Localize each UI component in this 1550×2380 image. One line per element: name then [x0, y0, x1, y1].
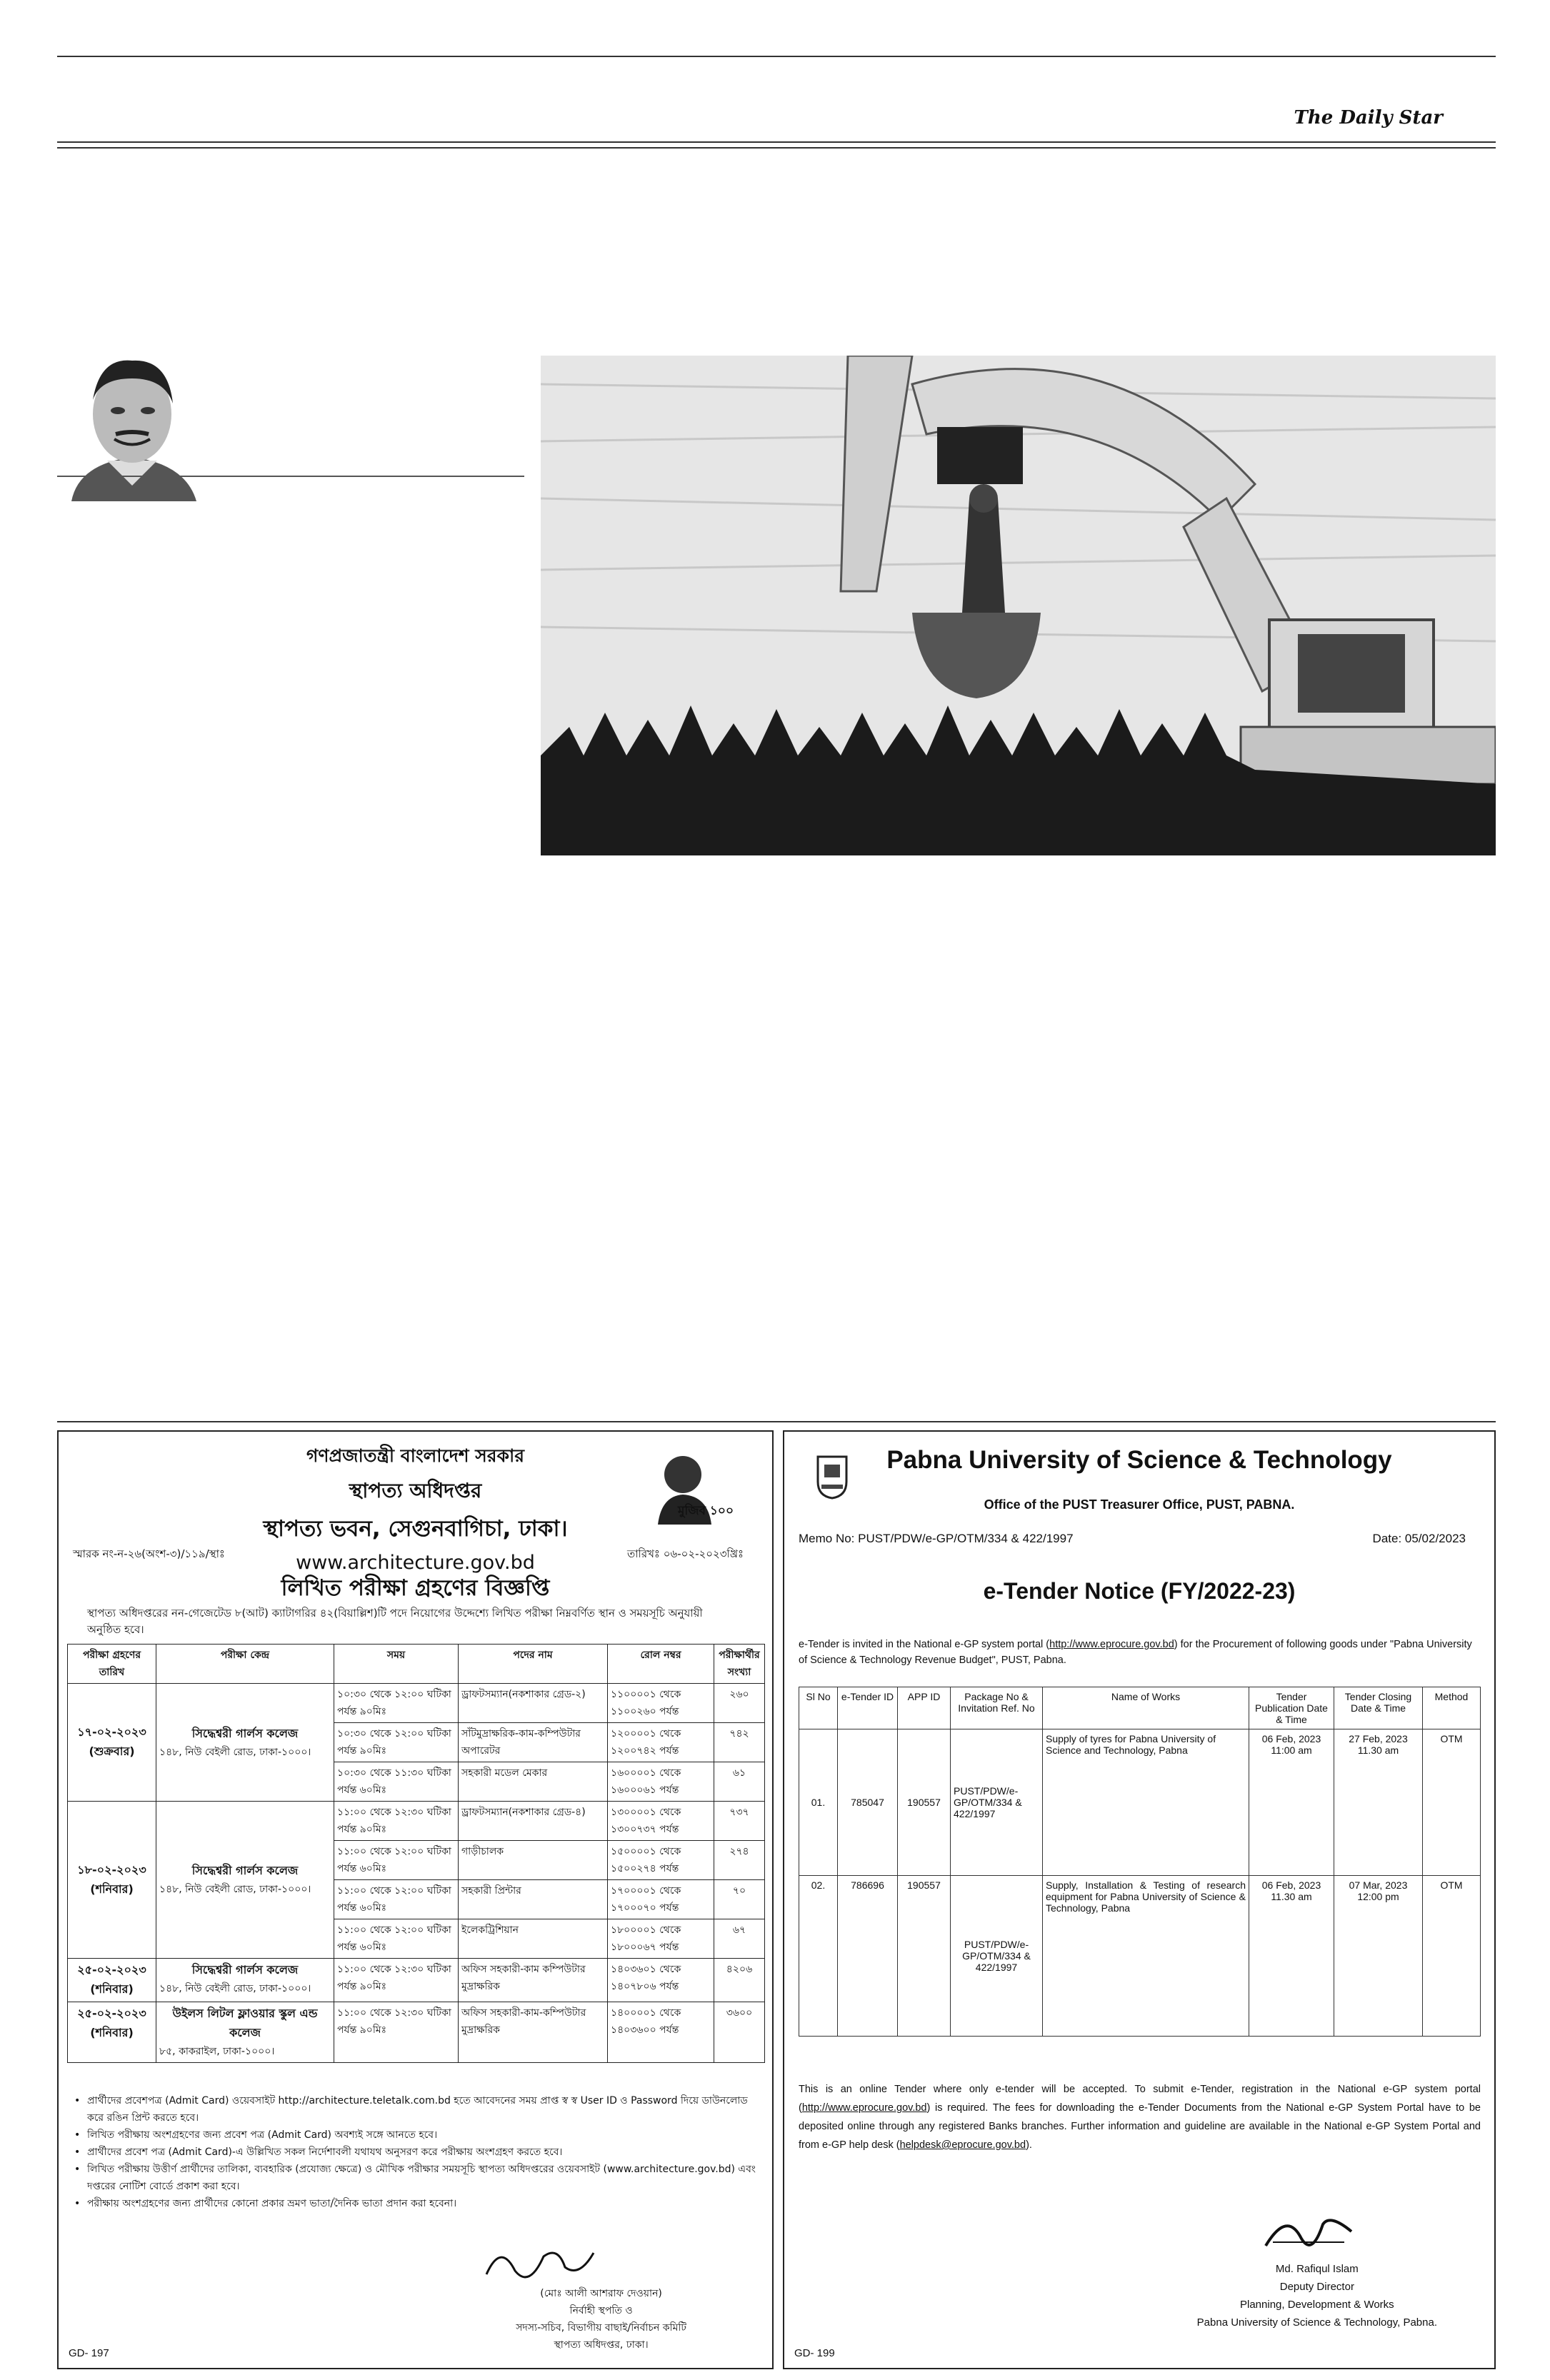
table-row [799, 1729, 1481, 1876]
table-row [68, 1802, 765, 1841]
exam-time: ১১:০০ থেকে ১২:৩০ ঘটিকা পর্যন্ত ৯০মিঃ [334, 1959, 459, 2002]
exam-roll: ১৪০৩৬০১ থেকে ১৪০৭৮০৬ পর্যন্ত [608, 1959, 714, 2002]
exam-center-address: ১৪৮, নিউ বেইলী রোড, ঢাকা-১০০০। [159, 1884, 311, 1895]
row-tender-id: 786696 [838, 1876, 898, 2037]
signatory-title: Deputy Director [1279, 2281, 1354, 2293]
col-tender-id: e-Tender ID [838, 1687, 898, 1729]
exam-count: ৬১ [714, 1762, 765, 1802]
exam-time: ১১:০০ থেকে ১২:০০ ঘটিকা পর্যন্ত ৬০মিঃ [334, 1919, 459, 1959]
exam-post: গাড়ীচালক [459, 1841, 608, 1880]
exam-time: ১১:০০ থেকে ১২:৩০ ঘটিকা পর্যন্ত ৯০মিঃ [334, 1802, 459, 1841]
exam-post: ইলেকট্রিশিয়ান [459, 1919, 608, 1959]
exam-roll: ১৭০০০০১ থেকে ১৭০০০৭০ পর্যন্ত [608, 1880, 714, 1919]
exam-post: ড্রাফটসম্যান(নকশাকার গ্রেড-৪) [459, 1802, 608, 1841]
exam-time: ১১:০০ থেকে ১২:০০ ঘটিকা পর্যন্ত ৬০মিঃ [334, 1880, 459, 1919]
helpdesk-email[interactable]: helpdesk@eprocure.gov.bd [899, 2139, 1026, 2151]
exam-time: ১১:০০ থেকে ১২:৩০ ঘটিকা পর্যন্ত ৯০মিঃ [334, 2002, 459, 2063]
exam-schedule-table [67, 1644, 765, 2063]
row-works: Supply of tyres for Pabna University of Science and Technology, Pabna [1043, 1729, 1249, 1876]
row-sl: 01. [799, 1729, 838, 1876]
signatory-office: Pabna University of Science & Technology, Pabna. [1196, 2316, 1437, 2329]
ads-top-rule [57, 1421, 1496, 1422]
signature-image [1259, 2203, 1359, 2260]
row-method: OTM [1423, 1876, 1481, 2037]
right-signatory [1197, 2260, 1437, 2331]
exam-date: ২৫-০২-২০২৩ [77, 1963, 146, 1977]
exam-count: ৪২০৬ [714, 1959, 765, 2002]
exam-center: উইলস লিটল ফ্লাওয়ার স্কুল এন্ড কলেজ [172, 2007, 318, 2039]
col-publication: Tender Publication Date & Time [1249, 1687, 1334, 1729]
exam-count: ৩৬০০ [714, 2002, 765, 2063]
office-name: Office of the PUST Treasurer Office, PUST, PABNA. [984, 1497, 1295, 1512]
col-package: Package No & Invitation Ref. No [951, 1687, 1043, 1729]
table-row [799, 1876, 1481, 2037]
masthead-rule-2 [57, 147, 1496, 149]
exam-center: সিদ্ধেশ্বরী গার্লস কলেজ [191, 1963, 299, 1977]
exam-day: (শনিবার) [90, 1882, 134, 1896]
row-sl: 02. [799, 1876, 838, 2037]
exam-center-address: ১৪৮, নিউ বেইলী রোড, ঢাকা-১০০০। [159, 1983, 311, 1994]
left-signatory [516, 2285, 686, 2354]
row-closing: 27 Feb, 2023 11.30 am [1334, 1729, 1423, 1876]
row-tender-id: 785047 [838, 1729, 898, 1876]
tender-footer: This is an online Tender where only e-tender will be accepted. To submit e-Tender, registration in the National e-GP system portal (http://www.eprocure.gov.bd) is required. The fees for downloading the e-Tender Documents from the National e-GP System Portal have to be deposited online through any registered Banks branches. Further information and guideline are available in the National e-GP System Portal and from e-GP help desk (helpdesk@eprocure.gov.bd). [799, 2084, 1481, 2151]
dept-address: স্থাপত্য ভবন, সেগুনবাগিচা, ঢাকা। [263, 1516, 568, 1542]
byline-rule [57, 476, 524, 477]
exam-count: ২৭৪ [714, 1841, 765, 1880]
table-row [68, 1959, 765, 2002]
note-item: • লিখিত পরীক্ষায় অংশগ্রহণের জন্য প্রবেশ পত্র (Admit Card) অবশ্যই সঙ্গে আনতে হবে। [74, 2127, 760, 2144]
exam-day: (শনিবার) [90, 2026, 134, 2039]
exam-notes [74, 2092, 760, 2212]
notice-date: তারিখঃ ০৬-০২-২০২৩খ্রিঃ [626, 1547, 744, 1560]
exam-day: (শুক্রবার) [89, 1744, 135, 1758]
table-row [68, 1684, 765, 1723]
exam-count: ৭৩৭ [714, 1802, 765, 1841]
exam-roll: ১৮০০০০১ থেকে ১৮০০০৬৭ পর্যন্ত [608, 1919, 714, 1959]
row-publication: 06 Feb, 2023 11:00 am [1249, 1729, 1334, 1876]
row-closing: 07 Mar, 2023 12:00 pm [1334, 1876, 1423, 2037]
dept-website: www.architecture.gov.bd [296, 1552, 535, 1574]
exam-time: ১০:৩০ থেকে ১২:০০ ঘটিকা পর্যন্ত ৯০মিঃ [334, 1723, 459, 1762]
memo-number: Memo No: PUST/PDW/e-GP/OTM/334 & 422/1997 [799, 1532, 1074, 1545]
pust-etender-notice [783, 1430, 1496, 2369]
col-works: Name of Works [1043, 1687, 1249, 1729]
note-item: • প্রার্থীদের প্রবেশপত্র (Admit Card) ওয়েবসাইট http://architecture.teletalk.com.bd হতে আবেদনের সময় প্রাপ্ত স্ব স্ব User ID ও Password দিয়ে ডাউনলোড করে রঙিন প্রিন্ট করতে হবে। [74, 2092, 760, 2127]
col-post: পদের নাম [459, 1645, 608, 1684]
note-item: • পরীক্ষায় অংশগ্রহণের জন্য প্রার্থীদের কোনো প্রকার ভ্রমণ ভাতা/দৈনিক ভাতা প্রদান করা হবেনা। [74, 2195, 760, 2212]
exam-time: ১১:০০ থেকে ১২:০০ ঘটিকা পর্যন্ত ৬০মিঃ [334, 1841, 459, 1880]
signatory-name: Md. Rafiqul Islam [1275, 2263, 1359, 2275]
notice-title: লিখিত পরীক্ষা গ্রহণের বিজ্ঞপ্তি [281, 1575, 550, 1601]
row-works: Supply, Installation & Testing of research equipment for Pabna University of Science & Technology, Pabna [1043, 1876, 1249, 2037]
table-row [68, 2002, 765, 2063]
exam-center: সিদ্ধেশ্বরী গার্লস কলেজ [191, 1726, 299, 1740]
exam-center-address: ৮৫, কাকরাইল, ঢাকা-১০০০। [159, 2046, 275, 2057]
signatory-title: নির্বাহী স্থপতি ও [569, 2305, 633, 2316]
col-closing: Tender Closing Date & Time [1334, 1687, 1423, 1729]
col-sl: Sl No [799, 1687, 838, 1729]
exam-count: ৭৪২ [714, 1723, 765, 1762]
exam-center-address: ১৪৮, নিউ বেইলী রোড, ঢাকা-১০০০। [159, 1746, 311, 1758]
exam-roll: ১৪০০০০১ থেকে ১৪০৩৬০০ পর্যন্ত [608, 2002, 714, 2063]
exam-center: সিদ্ধেশ্বরী গার্লস কলেজ [191, 1864, 299, 1877]
exam-date: ১৭-০২-২০২৩ [77, 1725, 146, 1739]
exam-day: (শনিবার) [90, 1982, 134, 1996]
signatory-role: Planning, Development & Works [1240, 2299, 1394, 2311]
col-count: পরীক্ষার্থীর সংখ্যা [714, 1645, 765, 1684]
gd-number: GD- 197 [69, 2347, 109, 2359]
tender-intro: e-Tender is invited in the National e-GP system portal (http://www.eprocure.gov.bd) for the Procurement of following goods under "Pabna University of Science & Technology Revenue Budget", PUST, Pabna. [799, 1639, 1472, 1666]
govt-title: গণপ্রজাতন্ত্রী বাংলাদেশ সরকার [306, 1445, 524, 1466]
col-app-id: APP ID [898, 1687, 951, 1729]
memo-number: স্মারক নং-ন-২৬(অংশ-৩)/১১৯/স্থাঃ [73, 1547, 225, 1560]
note-item: • লিখিত পরীক্ষায় উত্তীর্ণ প্রার্থীদের তালিকা, ব্যবহারিক (প্রযোজ্য ক্ষেত্রে) ও মৌখিক পরীক্ষার সময়সূচি স্থাপত্য অধিদপ্তরের ওয়েবসাইট (www.architecture.gov.bd) এবং দপ্তরের নোটিশ বোর্ডে প্রকাশ করা হবে। [74, 2161, 760, 2195]
tender-table [799, 1687, 1481, 2037]
notice-intro: স্থাপত্য অধিদপ্তরের নন-গেজেটেড ৮(আট) ক্যাটাগরির ৪২(বিয়াল্লিশ)টি পদে নিয়োগের উদ্দেশ্যে লিখিত পরীক্ষা নিম্নবর্ণিত স্থান ও সময়সূচি অনুযায়ী অনুষ্ঠিত হবে। [87, 1607, 703, 1636]
eprocure-link[interactable]: http://www.eprocure.gov.bd [1049, 1639, 1174, 1650]
signatory-role: সদস্য-সচিব, বিভাগীয় বাছাই/নির্বাচন কমিটি [516, 2322, 686, 2334]
row-publication: 06 Feb, 2023 11.30 am [1249, 1876, 1334, 2037]
exam-roll: ১৫০০০০১ থেকে ১৫০০২৭৪ পর্যন্ত [608, 1841, 714, 1880]
note-item: • প্রার্থীদের প্রবেশ পত্র (Admit Card)-এ উল্লিখিত সকল নির্দেশাবলী যথাযথ অনুসরণ করে পরীক্ষায় অংশগ্রহণ করতে হবে। [74, 2144, 760, 2161]
signature-image [479, 2239, 601, 2289]
exam-roll: ১৩০০০০১ থেকে ১৩০০৭৩৭ পর্যন্ত [608, 1802, 714, 1841]
university-name: Pabna University of Science & Technology [886, 1446, 1392, 1474]
row-package: PUST/PDW/e-GP/OTM/334 & 422/1997 [951, 1876, 1043, 2037]
exam-time: ১০:৩০ থেকে ১১:৩০ ঘটিকা পর্যন্ত ৬০মিঃ [334, 1762, 459, 1802]
exam-date: ১৮-০২-২০২৩ [77, 1862, 146, 1877]
gd-number: GD- 199 [794, 2347, 835, 2359]
architecture-exam-notice [57, 1430, 774, 2369]
exam-post: সহকারী মডেল মেকার [459, 1762, 608, 1802]
exam-roll: ১৬০০০০১ থেকে ১৬০০০৬১ পর্যন্ত [608, 1762, 714, 1802]
col-time: সময় [334, 1645, 459, 1684]
exam-post: অফিস সহকারী-কাম-কম্পিউটার মুদ্রাক্ষরিক [459, 2002, 608, 2063]
exam-time: ১০:৩০ থেকে ১২:০০ ঘটিকা পর্যন্ত ৯০মিঃ [334, 1684, 459, 1723]
row-package: PUST/PDW/e-GP/OTM/334 & 422/1997 [951, 1729, 1043, 1876]
exam-post: সহকারী প্রিন্টার [459, 1880, 608, 1919]
tender-title: e-Tender Notice (FY/2022-23) [983, 1578, 1296, 1604]
col-date: পরীক্ষা গ্রহণের তারিখ [68, 1645, 156, 1684]
masthead-rule-1 [57, 141, 1496, 143]
exam-count: ৬৭ [714, 1919, 765, 1959]
exam-post: অফিস সহকারী-কাম কম্পিউটার মুদ্রাক্ষরিক [459, 1959, 608, 2002]
exam-count: ২৬০ [714, 1684, 765, 1723]
col-center: পরীক্ষা কেন্দ্র [156, 1645, 334, 1684]
col-method: Method [1423, 1687, 1481, 1729]
signatory-name: (মোঃ আলী আশরাফ দেওয়ান) [540, 2288, 662, 2299]
columnist-portrait [57, 343, 207, 501]
row-app-id: 190557 [898, 1729, 951, 1876]
exam-roll: ১২০০০০১ থেকে ১২০০৭৪২ পর্যন্ত [608, 1723, 714, 1762]
exam-count: ৭০ [714, 1880, 765, 1919]
dept-title: স্থাপত্য অধিদপ্তর [349, 1479, 482, 1502]
mujib100-logo [651, 1446, 734, 1525]
exam-date: ২৫-০২-২০২৩ [77, 2007, 146, 2020]
top-rule [57, 56, 1496, 57]
exam-roll: ১১০০০০১ থেকে ১১০০২৬০ পর্যন্ত [608, 1684, 714, 1723]
notice-date: Date: 05/02/2023 [1372, 1532, 1466, 1545]
exam-post: সাঁটমুদ্রাক্ষরিক-কাম-কম্পিউটার অপারেটর [459, 1723, 608, 1762]
excavator-protest-illustration [541, 356, 1496, 855]
mujib100-label: মুজিব ১০০ [677, 1504, 734, 1518]
signatory-office: স্থাপত্য অধিদপ্তর, ঢাকা। [554, 2339, 649, 2351]
col-roll: রোল নম্বর [608, 1645, 714, 1684]
masthead-logo: The Daily Star [1294, 107, 1443, 129]
exam-post: ড্রাফটসম্যান(নকশাকার গ্রেড-২) [459, 1684, 608, 1723]
row-method: OTM [1423, 1729, 1481, 1876]
eprocure-link[interactable]: http://www.eprocure.gov.bd [801, 2102, 927, 2114]
row-app-id: 190557 [898, 1876, 951, 2037]
